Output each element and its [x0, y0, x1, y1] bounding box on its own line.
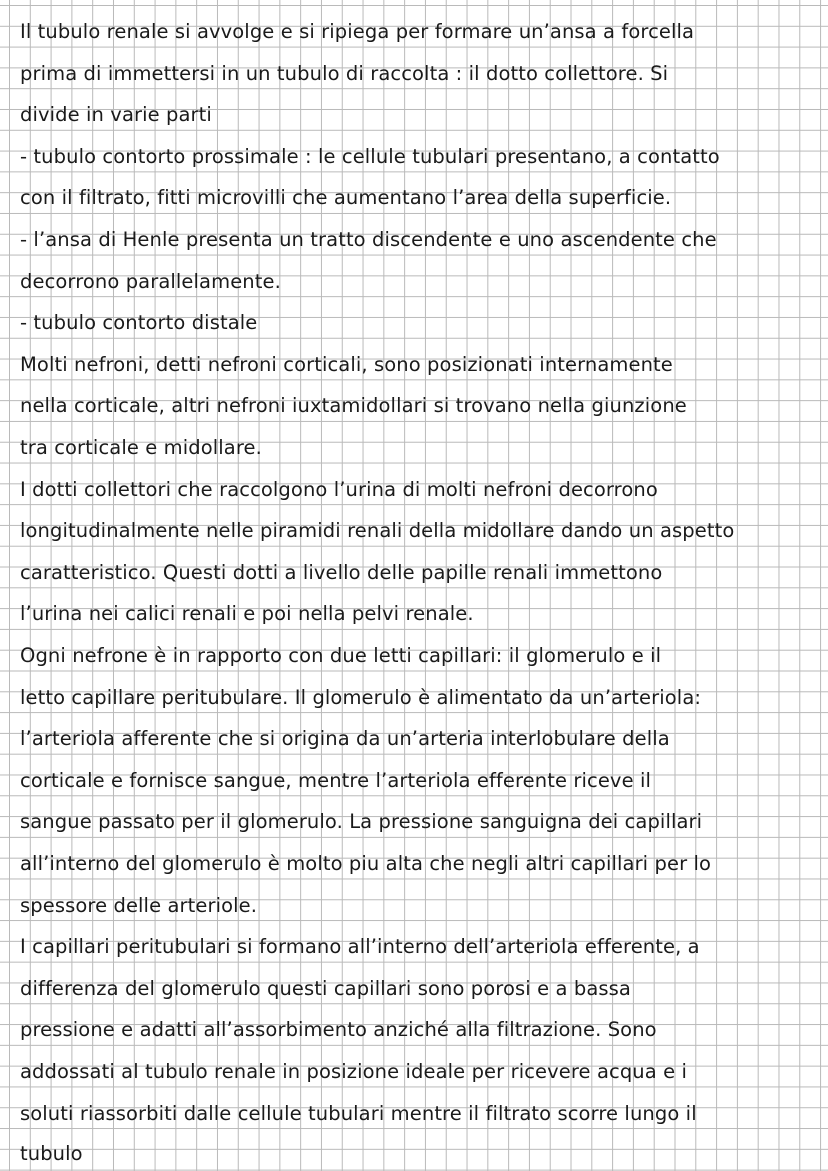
text-line: addossati al tubulo renale in posizione ideale per ricevere acqua e i	[20, 1060, 688, 1083]
text-line: corticale e fornisce sangue, mentre l’arteriola efferente riceve il	[20, 769, 652, 792]
text-line: con il filtrato, fitti microvilli che aumentano l’area della superficie.	[20, 186, 672, 209]
text-line: I capillari peritubulari si formano all’interno dell’arteriola efferente, a	[20, 935, 700, 958]
text-line: decorrono parallelamente.	[20, 270, 281, 293]
text-line: Ogni nefrone è in rapporto con due letti capillari: il glomerulo e il	[20, 644, 662, 667]
text-line: Molti nefroni, detti nefroni corticali, sono posizionati internamente	[20, 353, 673, 376]
text-line: - tubulo contorto distale	[20, 311, 258, 334]
text-line: pressione e adatti all’assorbimento anziché alla filtrazione. Sono	[20, 1018, 657, 1041]
text-line: Il tubulo renale si avvolge e si ripiega per formare un’ansa a forcella	[20, 20, 695, 43]
text-line: soluti riassorbiti dalle cellule tubulari mentre il filtrato scorre lungo il	[20, 1102, 697, 1125]
text-line: sangue passato per il glomerulo. La pressione sanguigna dei capillari	[20, 810, 703, 833]
text-line: tra corticale e midollare.	[20, 436, 262, 459]
text-line: longitudinalmente nelle piramidi renali della midollare dando un aspetto	[20, 519, 735, 542]
text-line: all’interno del glomerulo è molto piu alta che negli altri capillari per lo	[20, 852, 712, 875]
text-line: spessore delle arteriole.	[20, 894, 258, 917]
text-line: I dotti collettori che raccolgono l’urina di molti nefroni decorrono	[20, 478, 658, 501]
text-line: caratteristico. Questi dotti a livello delle papille renali immettono	[20, 561, 663, 584]
text-line: nella corticale, altri nefroni iuxtamidollari si trovano nella giunzione	[20, 394, 687, 417]
text-line: divide in varie parti	[20, 103, 212, 126]
text-line: l’urina nei calici renali e poi nella pelvi renale.	[20, 602, 474, 625]
text-line: l’arteriola afferente che si origina da un’arteria interlobulare della	[20, 727, 670, 750]
text-line: differenza del glomerulo questi capillari sono porosi e a bassa	[20, 977, 631, 1000]
text-line: prima di immettersi in un tubulo di raccolta : il dotto collettore. Si	[20, 62, 669, 85]
text-line: letto capillare peritubulare. Il glomerulo è alimentato da un’arteriola:	[20, 686, 702, 709]
text-line: tubulo	[20, 1142, 83, 1165]
text-line: - tubulo contorto prossimale : le cellule tubulari presentano, a contatto	[20, 145, 720, 168]
text-line: - l’ansa di Henle presenta un tratto discendente e uno ascendente che	[20, 228, 717, 251]
